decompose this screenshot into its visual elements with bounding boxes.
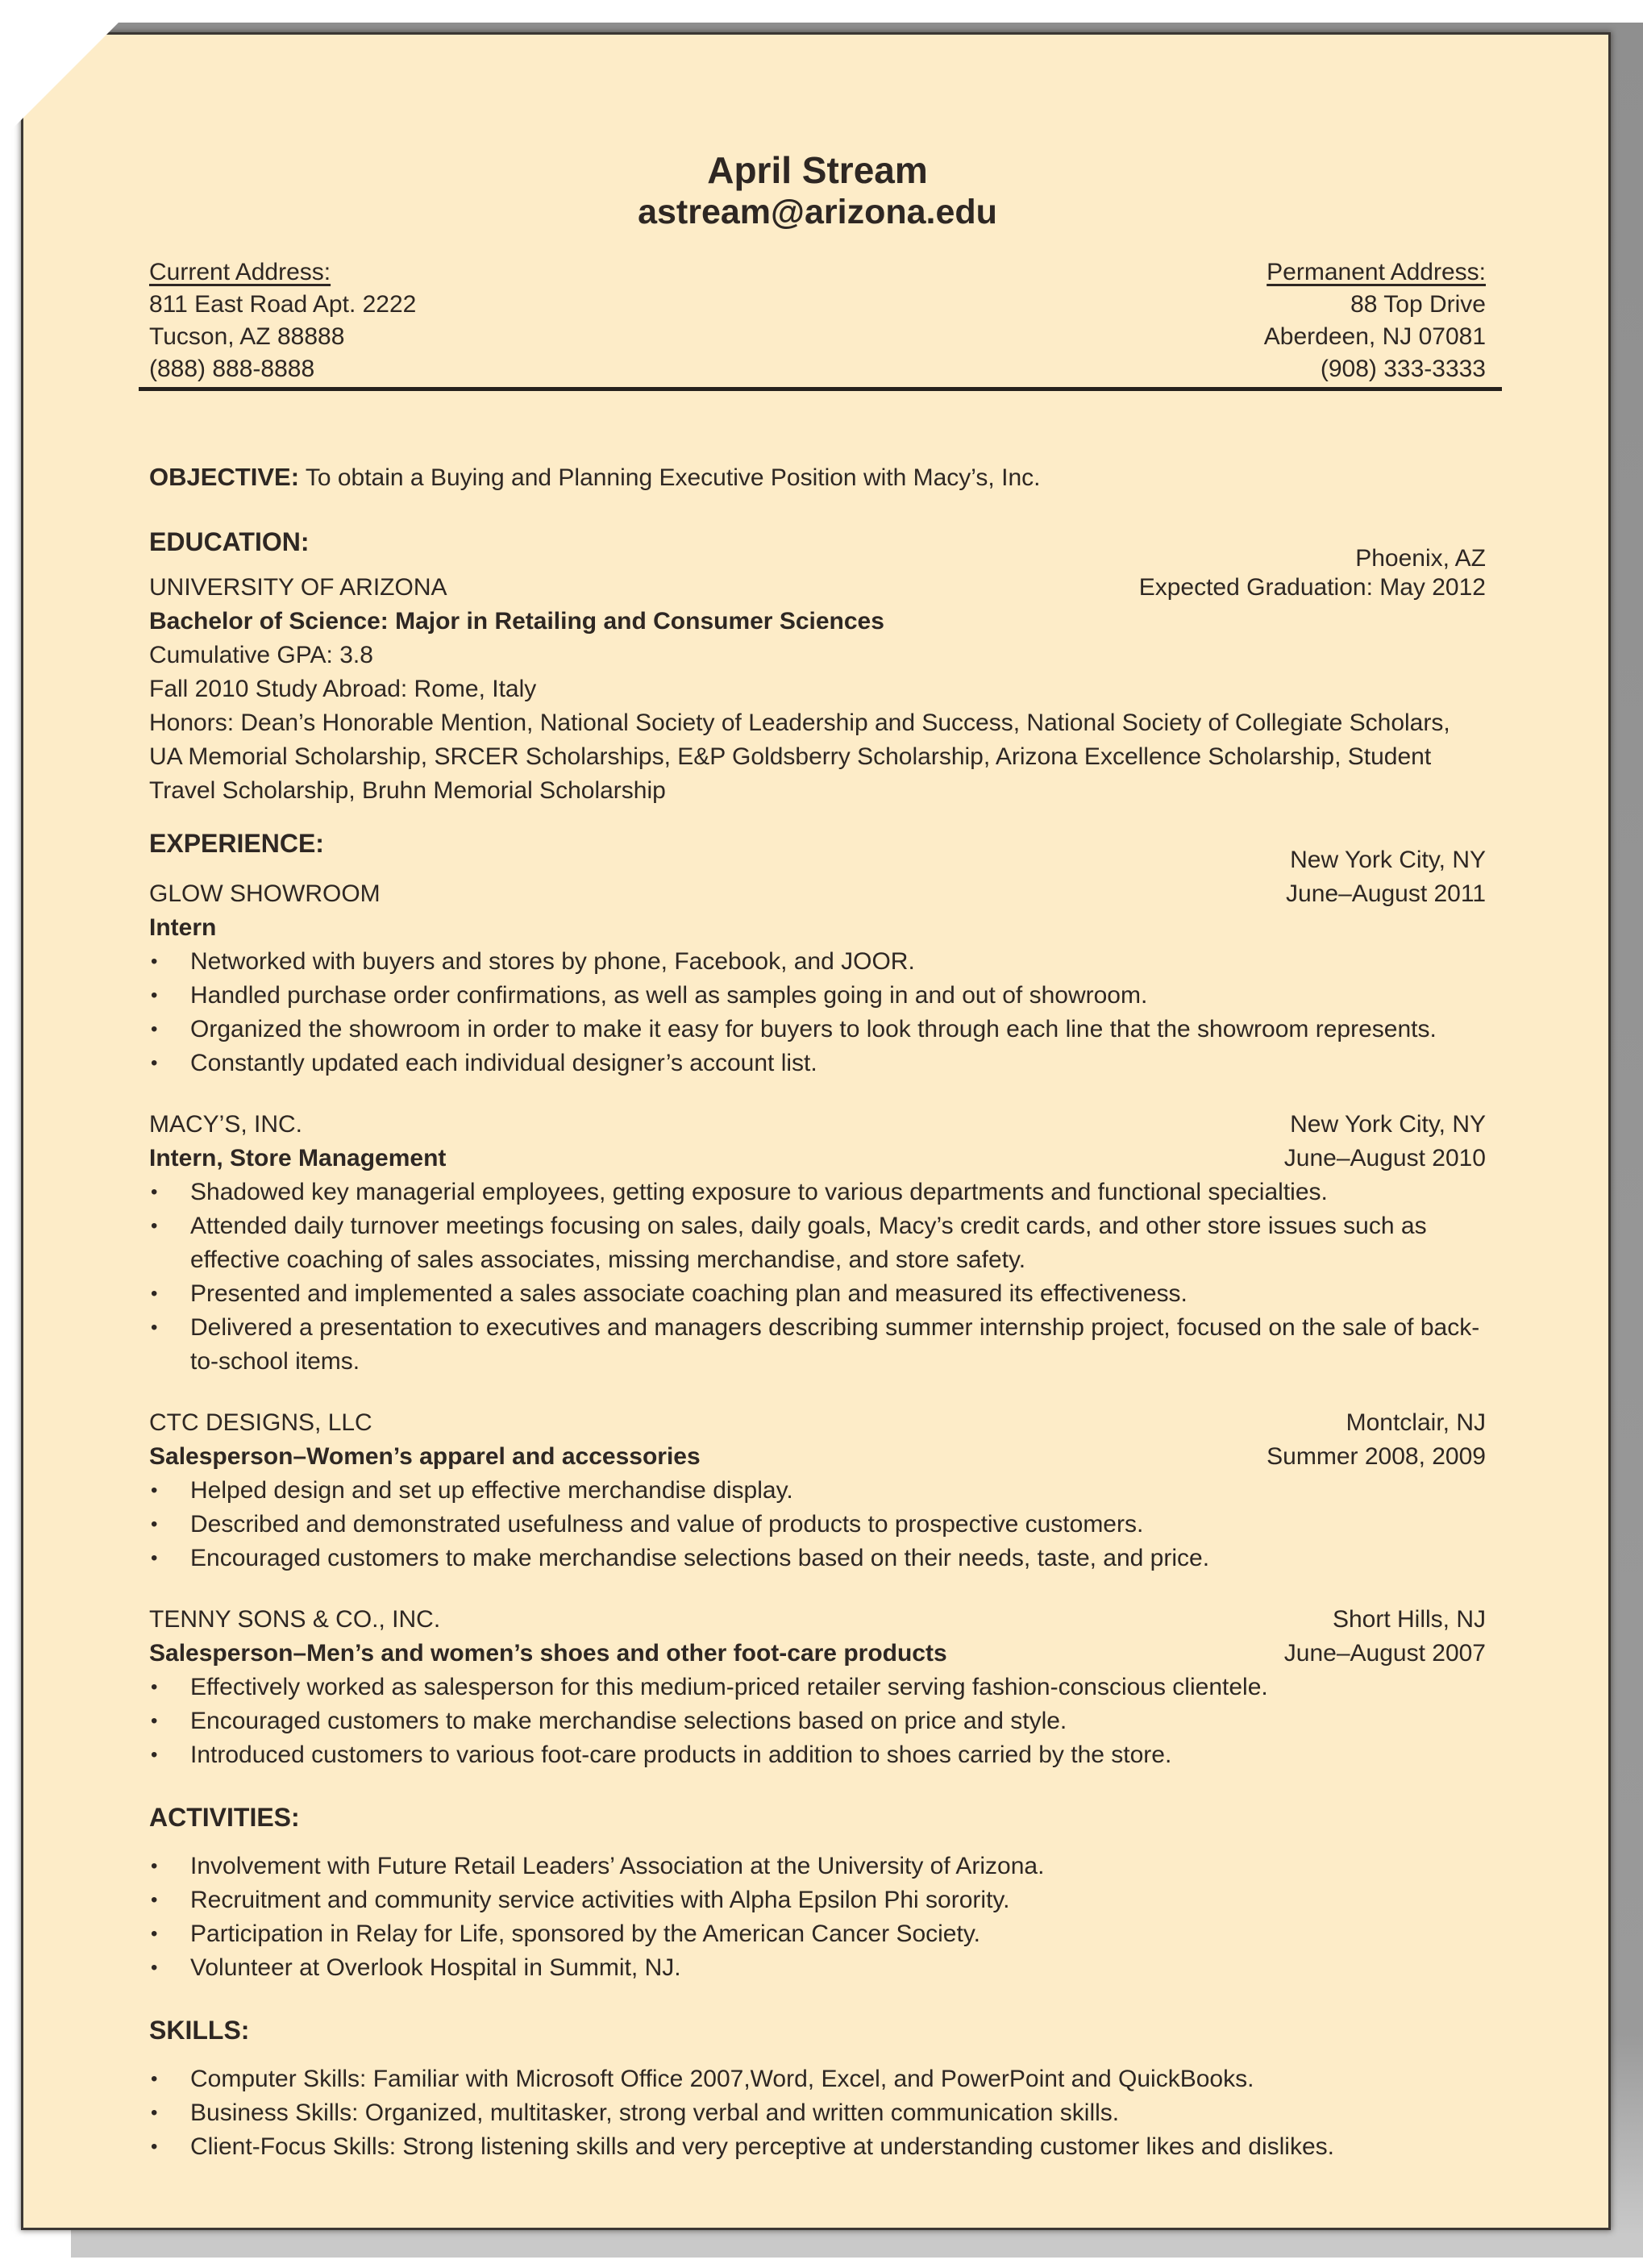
job-bullet-list (149, 945, 1486, 1080)
job-bullet-list (149, 1176, 1486, 1379)
activities-section (149, 1800, 1486, 1985)
education-honors: Honors: Dean’s Honorable Mention, National Society of Leadership and Success, National Society of Collegiate Scholars, UA Memorial Scholarship, SRCER Scholarships, E&P Goldsberry Scholarship, Arizona Excellence Scholarship, Student Travel Scholarship, Bruhn Memorial Scholarship (149, 710, 1450, 804)
list-item: • Presented and implemented a sales associate coaching plan and measured its effectiveness. (149, 1277, 1486, 1311)
list-item: • Client-Focus Skills: Strong listening skills and very perceptive at understanding customer likes and dislikes. (149, 2130, 1486, 2164)
education-school: UNIVERSITY OF ARIZONA (149, 574, 447, 601)
job-company: TENNY SONS & CO., INC. (149, 1606, 441, 1633)
job-bullet-list (149, 1474, 1486, 1575)
education-study-abroad: Fall 2010 Study Abroad: Rome, Italy (149, 676, 537, 702)
activities-bullet-list (149, 1850, 1486, 1985)
candidate-email: astream@arizona.edu (638, 193, 997, 231)
job-bullet-list (149, 1671, 1486, 1772)
education-degree: Bachelor of Science: Major in Retailing and Consumer Sciences (149, 608, 884, 635)
job-dates: Summer 2008, 2009 (1267, 1443, 1486, 1470)
list-item: • Networked with buyers and stores by phone, Facebook, and JOOR. (149, 945, 1486, 979)
list-item: • Recruitment and community service activities with Alpha Epsilon Phi sorority. (149, 1883, 1486, 1917)
list-item: • Computer Skills: Familiar with Microsoft Office 2007,Word, Excel, and PowerPoint and QuickBooks. (149, 2062, 1486, 2096)
resume-page (21, 32, 1611, 2230)
education-location: Phoenix, AZ (1355, 545, 1486, 572)
objective-heading: OBJECTIVE: (149, 463, 300, 491)
list-item: • Delivered a presentation to executives and managers describing summer internship project, focused on the sale of back-to-school items. (149, 1311, 1486, 1379)
permanent-address-block (1264, 256, 1486, 385)
address-line: (888) 888-8888 (149, 356, 315, 382)
education-gpa: Cumulative GPA: 3.8 (149, 642, 373, 668)
list-item: • Participation in Relay for Life, sponsored by the American Cancer Society. (149, 1917, 1486, 1951)
objective-section (149, 460, 1486, 495)
candidate-name: April Stream (707, 149, 928, 191)
job-dates: June–August 2011 (1286, 880, 1486, 907)
list-item: • Attended daily turnover meetings focusing on sales, daily goals, Macy’s credit cards, and other store issues such as effective coaching of sales associates, missing merchandise, and store safety. (149, 1209, 1486, 1277)
experience-heading: EXPERIENCE: (149, 829, 324, 858)
address-line: (908) 333-3333 (1320, 356, 1486, 382)
job-title: Intern, Store Management (149, 1145, 447, 1171)
education-heading: EDUCATION: (149, 527, 310, 556)
address-line: 811 East Road Apt. 2222 (149, 291, 417, 318)
skills-bullet-list (149, 2062, 1486, 2164)
list-item: • Effectively worked as salesperson for this medium-priced retailer serving fashion-conscious clientele. (149, 1671, 1486, 1704)
skills-section (149, 2012, 1486, 2164)
address-line: Tucson, AZ 88888 (149, 323, 345, 350)
job-entry (149, 1603, 1486, 1772)
list-item: • Business Skills: Organized, multitasker, strong verbal and written communication skills. (149, 2096, 1486, 2130)
header-divider (139, 387, 1502, 391)
job-company: GLOW SHOWROOM (149, 880, 381, 907)
job-title: Intern (149, 914, 217, 941)
current-address-block (149, 256, 416, 385)
list-item: • Constantly updated each individual designer’s account list. (149, 1047, 1486, 1080)
job-location: Montclair, NJ (1346, 1409, 1486, 1436)
list-item: • Encouraged customers to make merchandise selections based on their needs, taste, and price. (149, 1542, 1486, 1575)
job-location: Short Hills, NJ (1332, 1606, 1486, 1633)
job-entry (149, 1406, 1486, 1575)
address-line: Aberdeen, NJ 07081 (1263, 323, 1486, 350)
current-address-label: Current Address: (149, 259, 331, 285)
job-title: Salesperson–Men’s and women’s shoes and other foot-care products (149, 1640, 947, 1667)
activities-heading: ACTIVITIES: (149, 1803, 300, 1832)
list-item: • Introduced customers to various foot-care products in addition to shoes carried by the store. (149, 1738, 1486, 1772)
job-company: CTC DESIGNS, LLC (149, 1409, 372, 1436)
list-item: • Described and demonstrated usefulness and value of products to prospective customers. (149, 1508, 1486, 1542)
list-item: • Volunteer at Overlook Hospital in Summit, NJ. (149, 1951, 1486, 1985)
skills-heading: SKILLS: (149, 2016, 250, 2045)
objective-text: To obtain a Buying and Planning Executive Position with Macy’s, Inc. (305, 464, 1041, 491)
job-company: MACY’S, INC. (149, 1111, 303, 1138)
job-dates: June–August 2010 (1283, 1145, 1486, 1171)
job-location: New York City, NY (1290, 847, 1486, 873)
address-row (149, 256, 1486, 385)
education-section (149, 524, 1486, 808)
experience-section (149, 826, 1486, 1772)
list-item: • Encouraged customers to make merchandise selections based on price and style. (149, 1704, 1486, 1738)
job-location: New York City, NY (1290, 1111, 1486, 1138)
list-item: • Handled purchase order confirmations, as well as samples going in and out of showroom. (149, 979, 1486, 1013)
permanent-address-label: Permanent Address: (1267, 259, 1486, 285)
job-title: Salesperson–Women’s apparel and accessories (149, 1443, 701, 1470)
job-entry (149, 1108, 1486, 1379)
address-line: 88 Top Drive (1350, 291, 1486, 318)
list-item: • Involvement with Future Retail Leaders’ Association at the University of Arizona. (149, 1850, 1486, 1883)
list-item: • Shadowed key managerial employees, getting exposure to various departments and functional specialties. (149, 1176, 1486, 1209)
education-graduation: Expected Graduation: May 2012 (1138, 574, 1486, 601)
job-entry (149, 877, 1486, 1080)
job-dates: June–August 2007 (1283, 1640, 1486, 1667)
list-item: • Organized the showroom in order to make it easy for buyers to look through each line that the showroom represents. (149, 1013, 1486, 1047)
list-item: • Helped design and set up effective merchandise display. (149, 1474, 1486, 1508)
